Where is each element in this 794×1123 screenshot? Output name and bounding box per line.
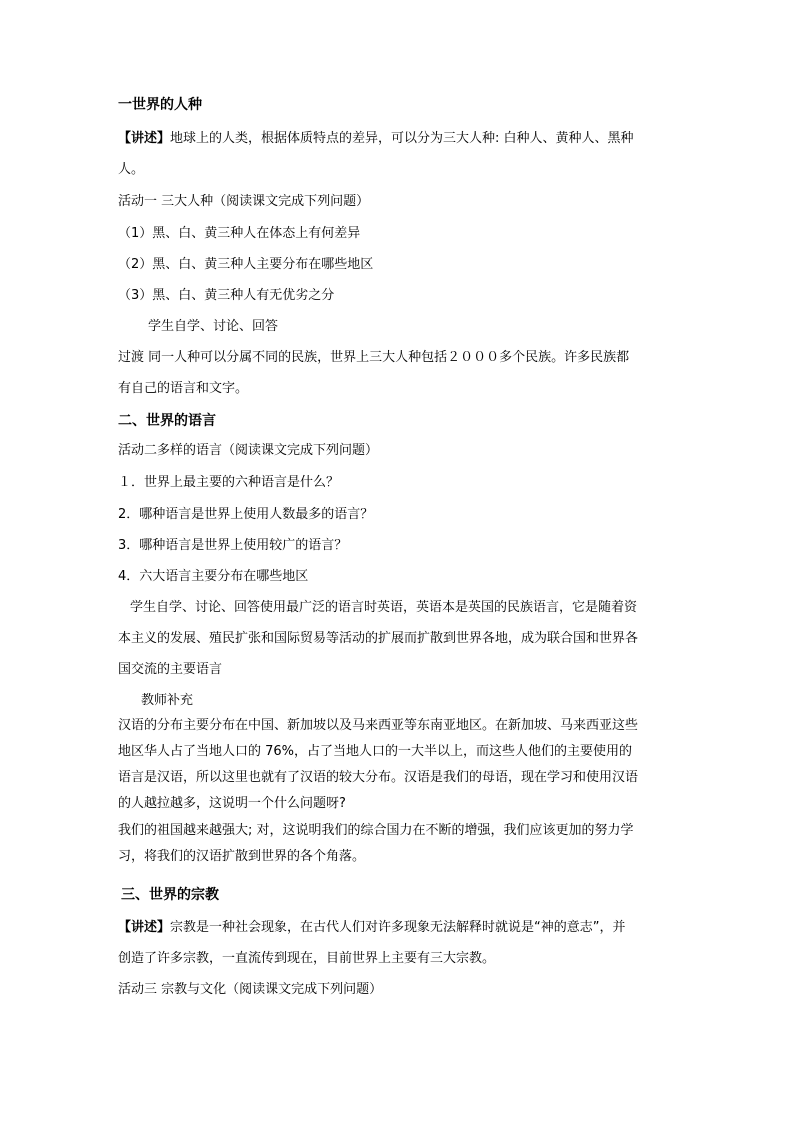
section2-heading: 二、世界的语言 [118,413,216,429]
lecture-tag: 【讲述】 [118,131,171,146]
lecture-text: 地球上的人类，根据体质特点的差异，可以分为三大人种: 白种人、黄种人、黑种 [170,131,634,146]
lecture-tag: 【讲述】 [118,920,171,935]
activity1-question-2: （2）黑、白、黄三种人主要分布在哪些地区 [118,257,374,272]
activity2-question-3: 3．哪种语言是世界上使用较广的语言？ [118,538,348,553]
activity1-method: 学生自学、讨论、回答 [148,319,279,334]
lecture-text: 宗教是一种社会现象，在古代人们对许多现象无法解释时就说是“神的意志”，并 [170,920,626,935]
supplement-p2-line-2: 习，将我们的汉语扩散到世界的各个角落。 [118,849,366,864]
section1-lecture-cont: 人。 [118,162,145,177]
section3-lecture-cont: 创造了许多宗教，一直流传到现在，目前世界上主要有三大宗教。 [118,951,496,966]
supplement-p2-line-1: 我们的祖国越来越强大; 对，这说明我们的综合国力在不断的增强，我们应该更加的努力学 [118,823,634,838]
section3-heading: 三、世界的宗教 [121,887,219,903]
activity2-answer-line-1: 学生自学、讨论、回答使用最广泛的语言时英语，英语本是英国的民族语言，它是随着资 [130,600,638,615]
section3-lecture [118,920,688,936]
section1-lecture [118,131,688,147]
teacher-supplement-label: 教师补充 [141,693,194,708]
supplement-p1-line-4: 的人越拉越多，这说明一个什么问题呀? [118,796,346,811]
activity2-question-4: 4．六大语言主要分布在哪些地区 [118,569,309,584]
transition-line-1: 过渡 同一人种可以分属不同的民族，世界上三大人种包括２０００多个民族。许多民族都 [118,350,630,365]
activity3-title: 活动三 宗教与文化（阅读课文完成下列问题） [118,982,383,997]
supplement-p1-line-1: 汉语的分布主要分布在中国、新加坡以及马来西亚等东南亚地区。在新加坡、马来西亚这些 [118,718,639,733]
activity1-question-3: （3）黑、白、黄三种人有无优劣之分 [118,288,335,303]
activity2-question-1: １．世界上最主要的六种语言是什么？ [118,475,340,490]
transition-line-2: 有自己的语言和文字。 [118,381,249,396]
activity2-answer-line-3: 国交流的主要语言 [118,662,223,677]
section1-heading: 一世界的人种 [118,97,202,113]
activity2-question-2: 2．哪种语言是世界上使用人数最多的语言？ [118,507,374,522]
activity2-answer-line-2: 本主义的发展、殖民扩张和国际贸易等活动的扩展而扩散到世界各地，成为联合国和世界各 [118,631,639,646]
supplement-p1-line-3: 语言是汉语，所以这里也就有了汉语的较大分布。汉语是我们的母语，现在学习和使用汉语 [118,770,639,785]
supplement-p1-line-2: 地区华人占了当地人口的 76%，占了当地人口的一大半以上，而这些人他们的主要使用的 [118,744,633,759]
activity1-title: 活动一 三大人种（阅读课文完成下列问题） [118,194,370,209]
activity1-question-1: （1）黑、白、黄三种人在体态上有何差异 [118,226,361,241]
activity2-title: 活动二多样的语言（阅读课文完成下列问题） [118,443,379,458]
